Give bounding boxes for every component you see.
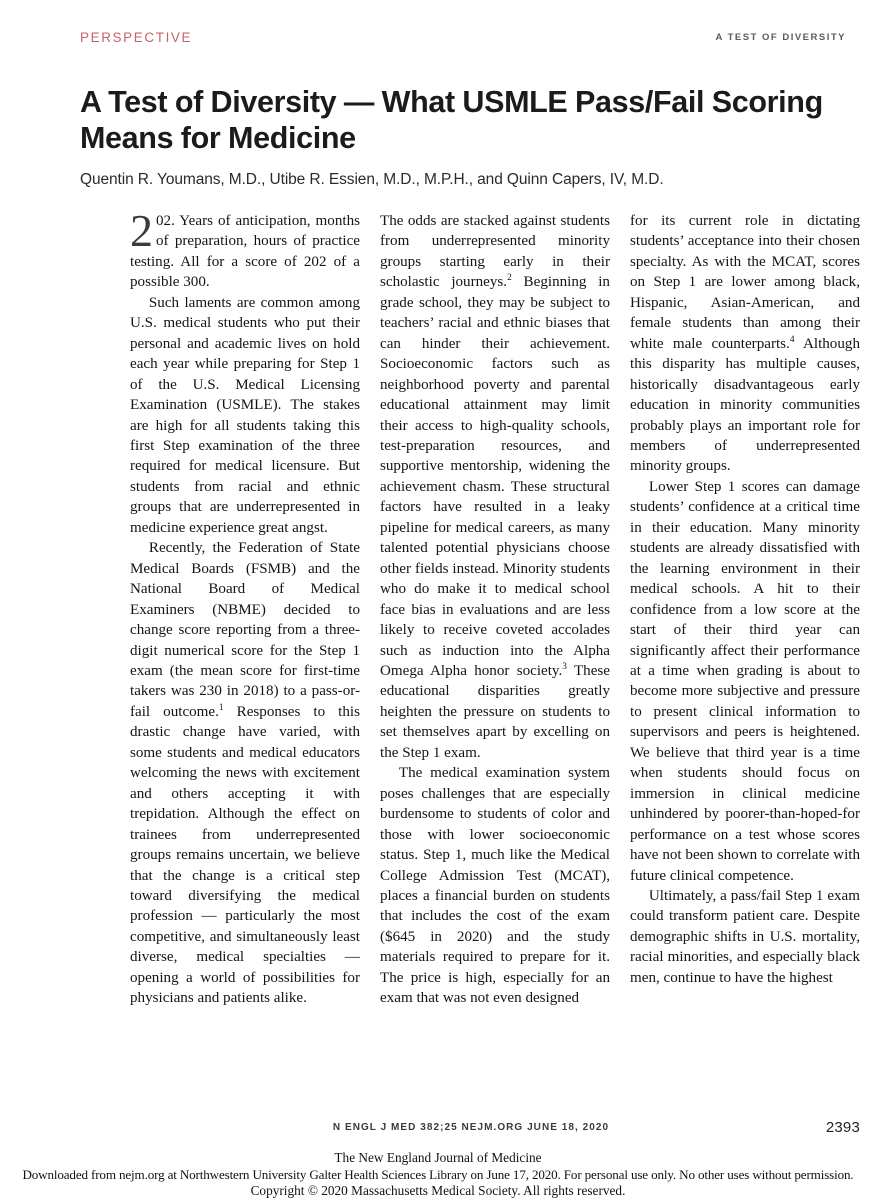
body-column-3 xyxy=(630,211,860,1021)
running-head xyxy=(80,30,860,48)
paragraph-text: These educational disparities greatly heighten the pressure on students to set themselves apart by excelling on the Step 1 exam. xyxy=(380,662,610,761)
article-running-title: A TEST OF DIVERSITY xyxy=(715,32,846,43)
paragraph xyxy=(630,211,860,477)
paragraph-text: The medical examination system poses challenges that are especially burdensome to students of color and those with lower socioeconomic status. Step 1, much like the Medical College Admission Test (MCAT), places a financial burden on students that includes the cost of the exam ($645 in 2020) and the study materials required to prepare for it. The price is high, especially for an exam that was not even designed xyxy=(380,765,610,1007)
section-kicker: PERSPECTIVE xyxy=(80,30,193,45)
paragraph xyxy=(130,205,360,293)
body-column-1 xyxy=(130,205,360,1021)
drop-cap: 2 xyxy=(130,205,153,256)
reference-marker: 1 xyxy=(218,702,224,713)
reference-marker: 3 xyxy=(562,661,567,672)
download-notice xyxy=(0,1150,876,1200)
journal-citation: N ENGL J MED 382;25 NEJM.ORG JUNE 18, 2020 xyxy=(332,1122,610,1133)
paragraph-text: for its current role in dictating students’ acceptance into their chosen specialty. As with the MCAT, scores on Step 1 are lower among black, Hispanic, Asian-American, and female students than among their white male counterparts. xyxy=(630,213,860,352)
journal-footer xyxy=(130,1119,860,1142)
copyright-line: Copyright © 2020 Massachusetts Medical Society. All rights reserved. xyxy=(250,1183,626,1198)
paragraph-text: The odds are stacked against students from underrepresented minority groups starting early in their scholastic journeys. xyxy=(380,213,610,291)
paragraph-text: Recently, the Federation of State Medical Boards (FSMB) and the National Board of Medical Examiners (NBME) decided to change score reporting from a three-digit numerical score for the Step 1 exam (the mean score for first-time takers was 230 in 2018) to a pass-or-fail outcome. xyxy=(130,540,360,720)
download-source-line: Downloaded from nejm.org at Northwestern University Galter Health Sciences Library on June 17, 2020. For personal use only. No other uses without permission. xyxy=(22,1166,854,1182)
paragraph-text: Such laments are common among U.S. medical students who put their personal and academic lives on hold each year while preparing for Step 1 of the U.S. Medical Licensing Examination (USMLE). The stakes are high for all students taking this first Step examination of the three required for medical licensure. But students from racial and ethnic groups that are underrepresented in medicine experience great angst. xyxy=(130,294,360,536)
paragraph xyxy=(130,293,360,538)
page-number: 2393 xyxy=(825,1119,860,1136)
journal-name: The New England Journal of Medicine xyxy=(334,1150,542,1165)
paragraph-text: Although this disparity has multiple causes, historically disadvantageous early education in minority communities probably plays an important role for members of underrepresented minority groups. xyxy=(630,335,860,475)
paragraph xyxy=(630,477,860,886)
body-column-2 xyxy=(380,211,610,1021)
author-byline: Quentin R. Youmans, M.D., Utibe R. Essien, M.D., M.P.H., and Quinn Capers, IV, M.D. xyxy=(80,171,664,188)
article-body xyxy=(130,205,860,1021)
page-title: A Test of Diversity — What USMLE Pass/Fail Scoring Means for Medicine xyxy=(80,85,823,155)
reference-marker: 2 xyxy=(507,273,512,284)
paragraph-text: Ultimately, a pass/fail Step 1 exam could transform patient care. Despite demographic shifts in U.S. mortality, racial minorities, and especially black men, continue to have the highest xyxy=(630,887,860,986)
paragraph xyxy=(380,211,610,763)
paragraph xyxy=(380,763,610,1008)
paragraph-text: Beginning in grade school, they may be subject to teachers’ racial and ethnic biases that can hinder their achievement. Socioeconomic factors such as neighborhood poverty and parental educational attainment may limit their access to high-quality schools, test-preparation resources, and supportive mentorship, widening the achievement chasm. These structural factors have resulted in a leaky pipeline for medical careers, as many talented potential physicians choose other fields instead. Minority students who do make it to medical school face bias in evaluations and are less likely to receive coveted accolades such as induction into the Alpha Omega Alpha honor society. xyxy=(380,274,610,679)
reference-marker: 4 xyxy=(789,334,795,345)
paragraph-text: Lower Step 1 scores can damage students’ confidence at a critical time in their education. Many minority students are already dissatisfied with the learning environment in their medical schools. A hit to their confidence from a low score at the start of their third year can significantly affect their performance at a time when grading is about to become more subjective and pressure to present clinical information to supervisors and peers is heightened. We believe that third year is a time when students should focus on immersion in clinical medicine unhindered by poorer-than-hoped-for performance on a test whose scores have not been shown to correlate with future clinical competence. xyxy=(630,478,860,884)
paragraph xyxy=(630,886,860,988)
paragraph xyxy=(130,538,360,1008)
paragraph-text: Responses to this drastic change have varied, with some students and medical educators welcoming the news with excitement and others accepting it with trepidation. Although the effect on trainees from underrepresented groups remains uncertain, we believe that the change is a critical step toward diversifying the medical profession — particularly the most competitive, and simultaneously least diverse, medical specialties — opening a world of possibilities for physicians and patients alike. xyxy=(130,703,360,1007)
title-block xyxy=(80,84,846,190)
paragraph-text: 02. Years of anticipation, months of preparation, hours of practice testing. All for a score of 202 of a possible 300. xyxy=(130,213,360,291)
